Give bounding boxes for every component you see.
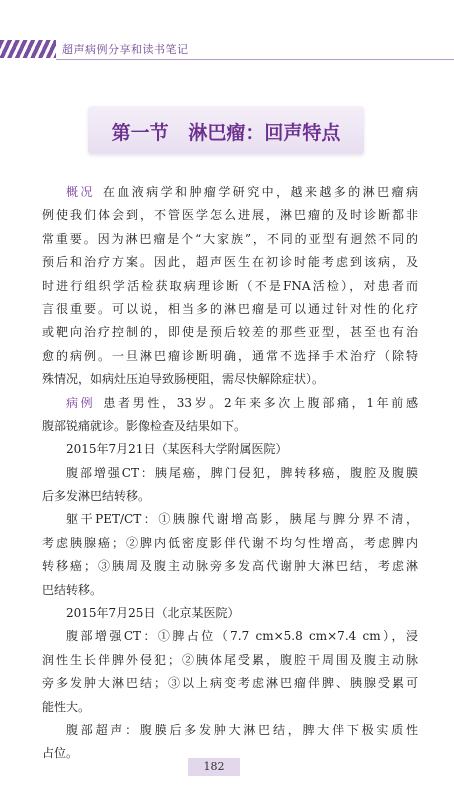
- text-line: 考虑胰腺癌；②脾内低密度影伴代谢不均匀性增高，考虑脾内: [42, 535, 418, 550]
- text-line: 预后和治疗方案。因此，超声医生在初诊时能考虑到该病，及: [42, 255, 418, 270]
- header-stripes: [0, 40, 56, 58]
- text-line: 腹部超声：腹膜后多发肿大淋巴结，脾大伴下极实质性: [66, 722, 418, 737]
- text-line: 能性大。: [42, 699, 91, 714]
- text-line: 愈的病例。一旦淋巴瘤诊断明确，通常不选择手术治疗（除特: [42, 348, 418, 363]
- body-text: [42, 181, 418, 766]
- overview-term: 概况: [66, 185, 95, 199]
- case-term: 病例: [66, 395, 96, 410]
- text-line: 或靶向治疗控制的，即使是预后较差的那些亚型，甚至也有治: [42, 325, 418, 340]
- text-line: 言很重要。可以说，相当多的淋巴瘤是可以通过针对性的化疗: [42, 301, 418, 316]
- text-line: 例使我们体会到，不管医学怎么进展，淋巴瘤的及时诊断都非: [42, 208, 418, 223]
- running-header: [0, 38, 454, 60]
- overview-line: 在血液病学和肿瘤学研究中，越来越多的淋巴瘤病: [102, 185, 418, 199]
- text-line: 巴结转移。: [42, 582, 103, 597]
- section-title-box: [88, 106, 364, 154]
- header-rule: [56, 59, 454, 60]
- text-line: 时进行组织学活检获取病理诊断（不是FNA活检），对患者而: [42, 278, 418, 293]
- text-line: 腹部增强CT：①脾占位（7.7 cm×5.8 cm×7.4 cm），浸: [66, 629, 418, 644]
- text-line: 腹部增强CT：胰尾癌，脾门侵犯，脾转移癌，腹腔及腹膜: [66, 465, 418, 480]
- page-number: 182: [203, 760, 225, 773]
- section-title: 第一节 淋巴瘤：回声特点: [111, 122, 341, 144]
- text-line: 2015年7月25日（北京某医院）: [66, 606, 240, 621]
- page-number-box: [188, 758, 240, 776]
- text-line: [42, 181, 418, 204]
- text-line: 润性生长伴脾外侵犯；②胰体尾受累，腹腔干周围及腹主动脉: [42, 652, 418, 667]
- text-line: 旁多发肿大淋巴结；③以上病变考虑淋巴瘤伴脾、胰腺受累可: [42, 676, 418, 691]
- case-line: 患者男性，33岁。2年来多次上腹部痛，1年前感: [103, 395, 418, 410]
- text-line: 常重要。因为淋巴瘤是个“大家族”，不同的亚型有迥然不同的: [42, 231, 418, 246]
- text-line: 躯干PET/CT：①胰腺代谢增高影，胰尾与脾分界不清，: [66, 512, 418, 527]
- text-line: 殊情况，如病灶压迫导致肠梗阻，需尽快解除症状）。: [42, 372, 325, 387]
- text-line: 转移癌；③胰周及腹主动脉旁多发高代谢肿大淋巴结，考虑淋: [42, 559, 418, 574]
- text-line: 腹部锐痛就诊。影像检查及结果如下。: [42, 418, 247, 433]
- text-line: 占位。: [42, 746, 79, 761]
- text-line: 2015年7月21日（某医科大学附属医院）: [66, 442, 288, 457]
- text-line: [42, 392, 418, 415]
- text-line: 后多发淋巴结转移。: [42, 489, 151, 504]
- running-title: 超声病例分享和读书笔记: [62, 43, 189, 56]
